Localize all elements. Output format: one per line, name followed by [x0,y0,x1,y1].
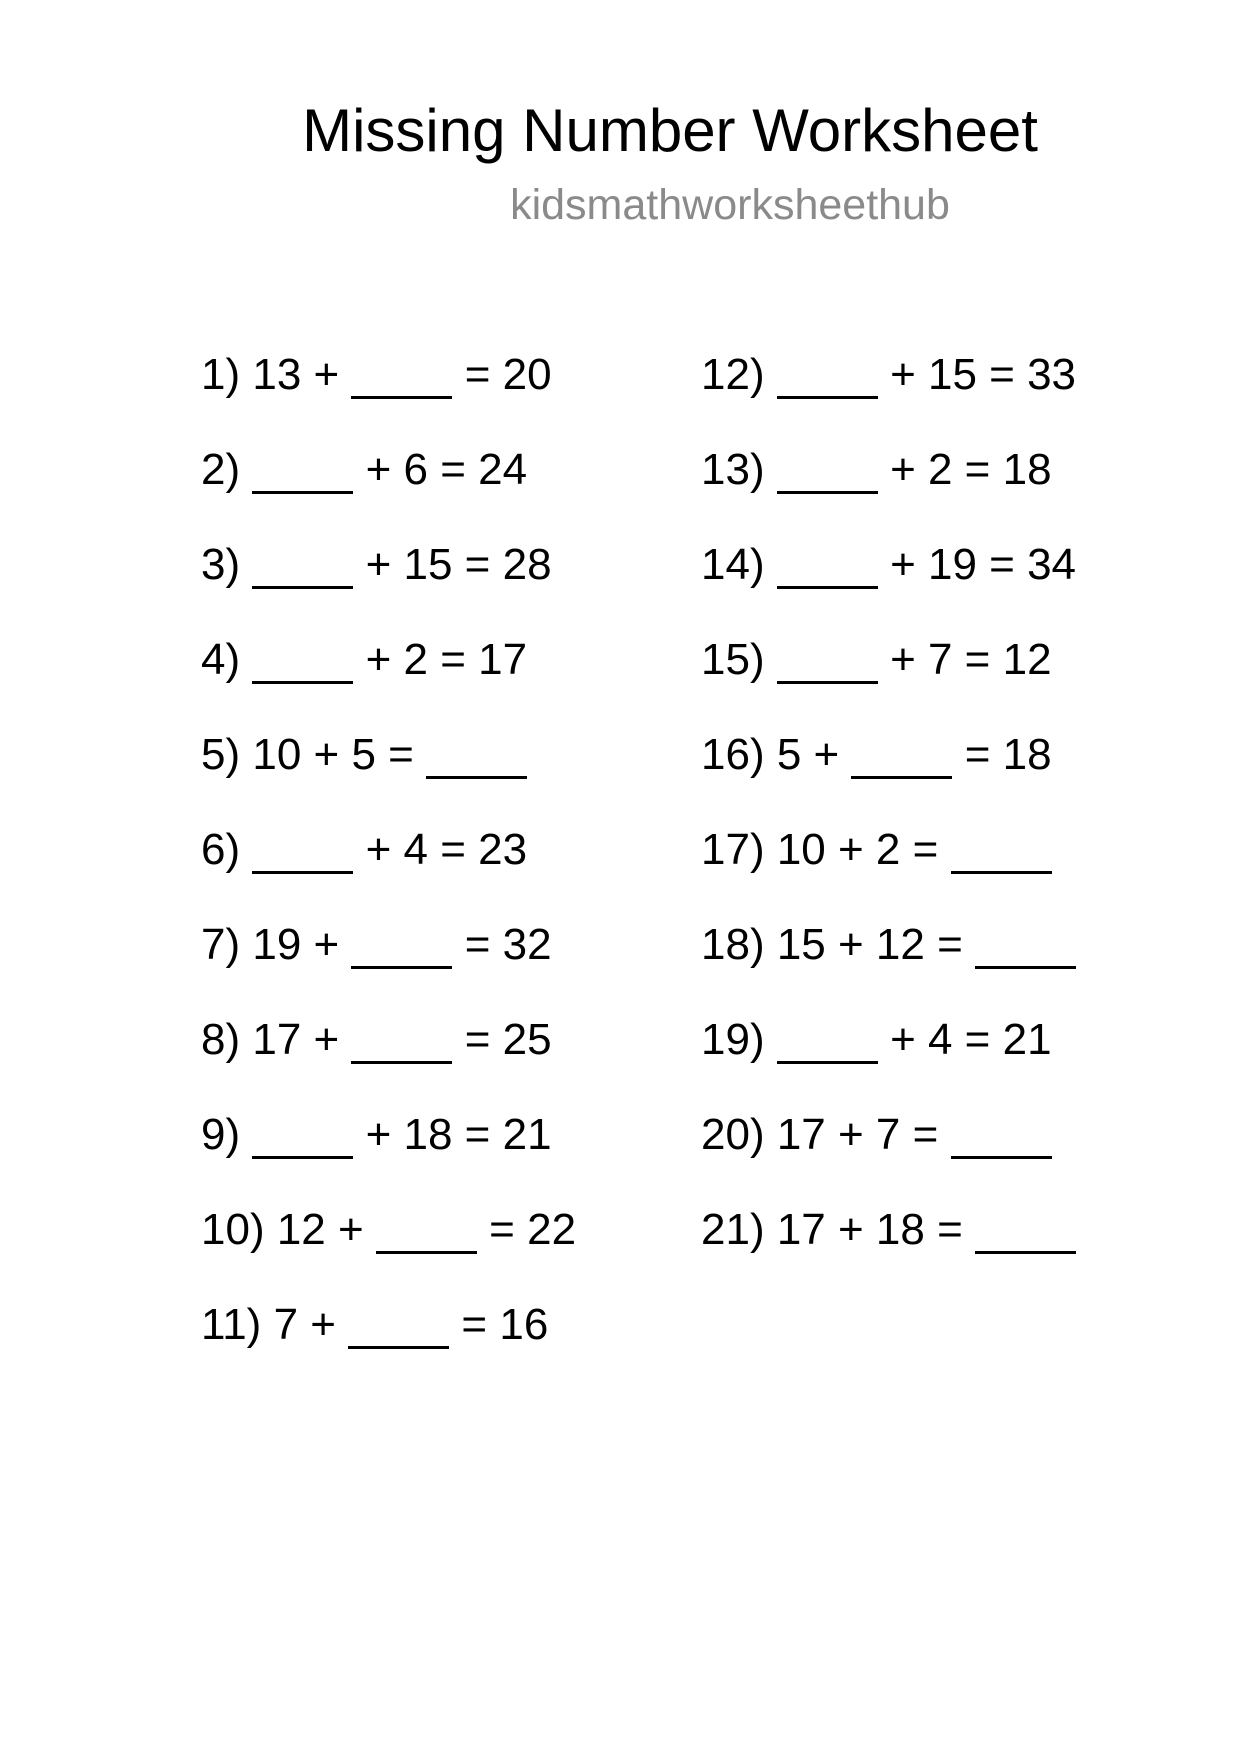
equation-text: + 2 = 17 [365,635,528,684]
equation-text: + 2 = 18 [890,445,1052,494]
equation-text: 7 + [273,1300,336,1349]
answer-blank[interactable] [426,731,527,779]
equation-text: + 15 = 33 [890,350,1077,399]
problem-number: 15) [701,635,765,684]
answer-blank[interactable] [348,1301,449,1349]
equation-text: + 6 = 24 [365,445,528,494]
problem-number: 19) [701,1015,765,1064]
problem-item [201,345,576,440]
equation-text: = 20 [464,350,552,399]
equation-text: 17 + 7 = [776,1110,939,1159]
answer-blank[interactable] [252,1111,353,1159]
equation-text: = 25 [464,1015,552,1064]
equation-text: 17 + [252,1015,340,1064]
problem-item [201,1200,576,1295]
problem-item [701,1105,1076,1200]
problem-number: 17) [701,825,765,874]
equation-text: 10 + 5 = [252,730,414,779]
problem-item [701,1010,1076,1105]
answer-blank[interactable] [351,921,452,969]
problem-number: 21) [701,1205,765,1254]
problem-number: 12) [701,350,765,399]
site-name: kidsmathworksheethub [510,181,950,229]
equation-text: 17 + 18 = [776,1205,963,1254]
problem-item [201,820,576,915]
problem-number: 9) [201,1110,241,1159]
problem-number: 2) [201,445,241,494]
answer-blank[interactable] [252,636,353,684]
problem-number: 7) [201,920,241,969]
problem-item [701,345,1076,440]
equation-text: = 18 [964,730,1052,779]
problems-column-left [201,345,576,1390]
problem-item [701,535,1076,630]
page-title: Missing Number Worksheet [302,97,1038,164]
equation-text: = 22 [489,1205,577,1254]
problem-number: 13) [701,445,765,494]
problem-item [701,915,1076,1010]
answer-blank[interactable] [777,351,878,399]
problem-number: 6) [201,825,241,874]
answer-blank[interactable] [351,351,452,399]
problem-number: 11) [201,1300,262,1349]
answer-blank[interactable] [851,731,952,779]
problem-number: 1) [201,350,241,399]
problem-number: 18) [701,920,765,969]
problem-item [201,1105,576,1200]
equation-text: = 32 [464,920,552,969]
problem-item [701,630,1076,725]
equation-text: + 19 = 34 [890,540,1077,589]
answer-blank[interactable] [351,1016,452,1064]
problem-item [701,725,1076,820]
problem-item [701,1200,1076,1295]
problem-item [701,440,1076,535]
equation-text: + 18 = 21 [365,1110,552,1159]
equation-text: + 4 = 23 [365,825,528,874]
problem-number: 16) [701,730,765,779]
answer-blank[interactable] [951,1111,1052,1159]
problem-number: 4) [201,635,241,684]
problem-item [201,1010,576,1105]
problem-item [201,630,576,725]
answer-blank[interactable] [777,446,878,494]
equation-text: 13 + [252,350,340,399]
problem-item [201,725,576,820]
equation-text: 5 + [776,730,840,779]
answer-blank[interactable] [975,921,1076,969]
problem-item [701,820,1076,915]
equation-text: + 7 = 12 [890,635,1052,684]
equation-text: 19 + [252,920,340,969]
equation-text: 12 + [276,1205,364,1254]
problem-item [201,535,576,630]
answer-blank[interactable] [777,541,878,589]
equation-text: = 16 [461,1300,549,1349]
problem-number: 3) [201,540,241,589]
problem-item [201,915,576,1010]
answer-blank[interactable] [777,1016,878,1064]
problem-number: 14) [701,540,765,589]
answer-blank[interactable] [951,826,1052,874]
answer-blank[interactable] [252,446,353,494]
equation-text: 10 + 2 = [776,825,939,874]
problems-column-right [701,345,1076,1295]
answer-blank[interactable] [777,636,878,684]
problem-number: 20) [701,1110,765,1159]
answer-blank[interactable] [975,1206,1076,1254]
equation-text: 15 + 12 = [776,920,963,969]
problem-number: 10) [201,1205,265,1254]
problem-number: 8) [201,1015,241,1064]
problem-item [201,1295,576,1390]
answer-blank[interactable] [376,1206,477,1254]
equation-text: + 15 = 28 [365,540,552,589]
answer-blank[interactable] [252,541,353,589]
answer-blank[interactable] [252,826,353,874]
problem-number: 5) [201,730,241,779]
problem-item [201,440,576,535]
equation-text: + 4 = 21 [890,1015,1052,1064]
